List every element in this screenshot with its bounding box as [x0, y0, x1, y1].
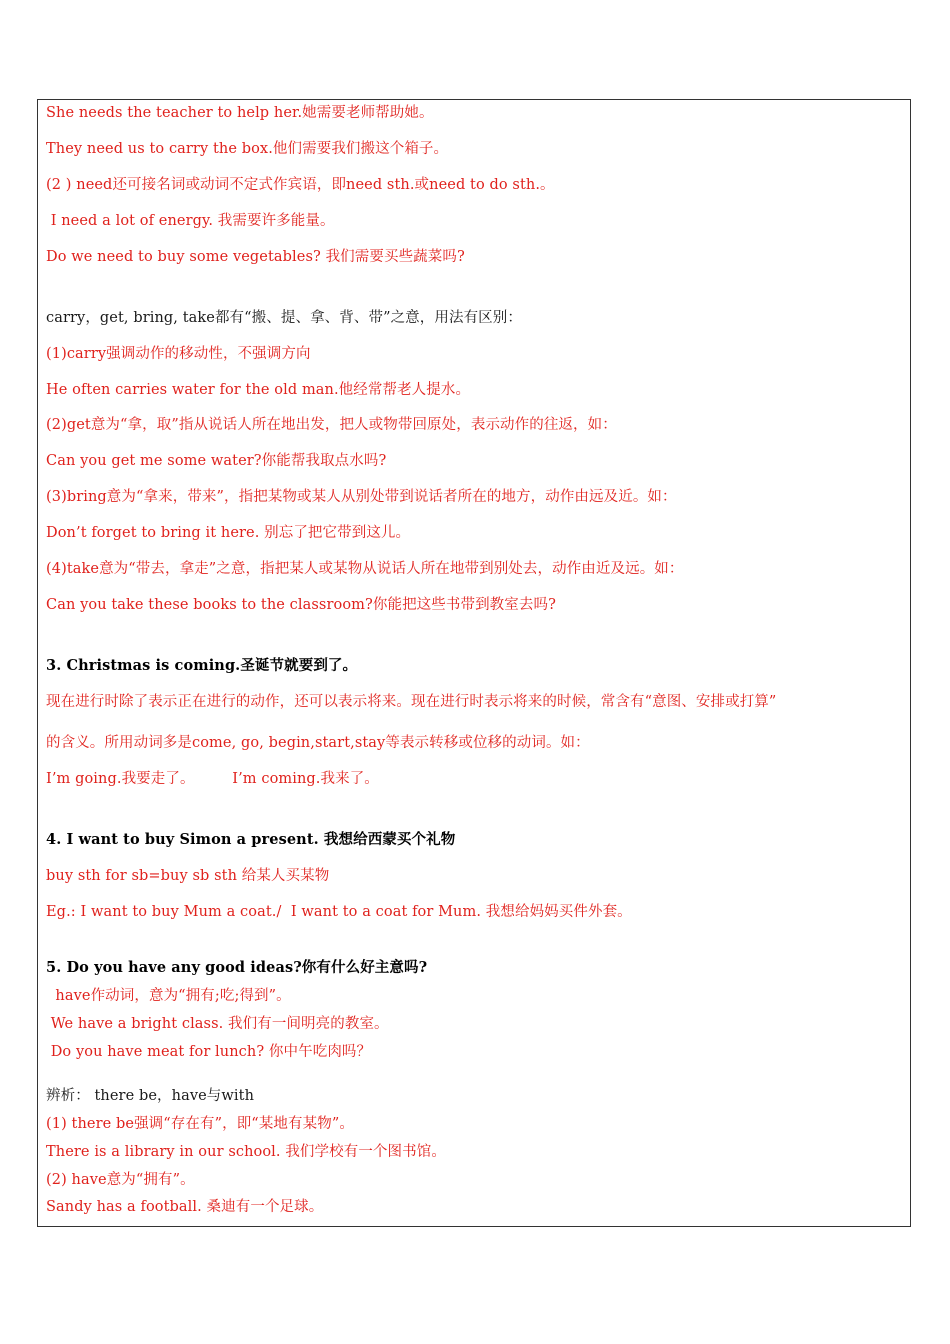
example-sentence: I’m going.我要走了。 I’m coming.我来了。	[46, 771, 379, 787]
usage-rule: (4)take意为“带去，拿走”之意，指把某人或某物从说话人所在地带到别处去，动作由近及远。如：	[46, 561, 684, 577]
usage-rule: buy sth for sb=buy sb sth 给某人买某物	[46, 868, 330, 884]
usage-rule: (1)carry强调动作的移动性，不强调方向	[46, 346, 311, 362]
comparison-heading: 辨析： there be，have与with	[46, 1088, 255, 1104]
example-sentence: He often carries water for the old man.他经常帮老人提水。	[46, 382, 471, 398]
grammar-note: (2 ) need还可接名词或动词不定式作宾语，即need sth.或need to do sth.。	[46, 177, 555, 193]
example-sentence: Don’t forget to bring it here. 别忘了把它带到这儿。	[46, 525, 411, 541]
example-sentence: She needs the teacher to help her.她需要老师帮助她。	[46, 105, 434, 121]
example-sentence: They need us to carry the box.他们需要我们搬这个箱子。	[46, 141, 449, 157]
section-heading-5: 5. Do you have any good ideas?你有什么好主意吗?	[46, 959, 428, 976]
example-sentence: Sandy has a football. 桑迪有一个足球。	[46, 1199, 324, 1215]
section-heading-3: 3. Christmas is coming.圣诞节就要到了。	[46, 657, 358, 674]
example-sentence: Do you have meat for lunch? 你中午吃肉吗？	[46, 1044, 372, 1060]
example-sentence: There is a library in our school. 我们学校有一个图书馆。	[46, 1144, 446, 1160]
section-intro-carry-get-bring-take: carry，get, bring, take都有“搬、提、拿、背、带”之意，用法有区别：	[46, 310, 522, 326]
example-sentence: Eg.: I want to buy Mum a coat./ I want to a coat for Mum. 我想给妈妈买件外套。	[46, 904, 632, 920]
example-sentence: I need a lot of energy. 我需要许多能量。	[46, 213, 335, 229]
example-sentence: We have a bright class. 我们有一间明亮的教室。	[46, 1016, 389, 1032]
example-sentence: Do we need to buy some vegetables? 我们需要买些蔬菜吗?	[46, 249, 465, 265]
usage-rule: (2) have意为“拥有”。	[46, 1172, 195, 1188]
usage-rule: (1) there be强调“存在有”，即“某地有某物”。	[46, 1116, 354, 1132]
grammar-note: 的含义。所用动词多是come, go, begin,start,stay等表示转移或位移的动词。如：	[46, 735, 590, 751]
usage-rule: (2)get意为“拿，取”指从说话人所在地出发，把人或物带回原处，表示动作的往返，如：	[46, 417, 617, 433]
usage-rule: (3)bring意为“拿来，带来”，指把某物或某人从别处带到说话者所在的地方，动作由远及近。如：	[46, 489, 677, 505]
grammar-note: 现在进行时除了表示正在进行的动作，还可以表示将来。现在进行时表示将来的时候，常含有“意图、安排或打算”	[46, 694, 777, 710]
usage-rule: have作动词，意为“拥有;吃;得到”。	[46, 988, 291, 1004]
section-heading-4: 4. I want to buy Simon a present. 我想给西蒙买个礼物	[46, 831, 456, 848]
example-sentence: Can you take these books to the classroom?你能把这些书带到教室去吗?	[46, 597, 556, 613]
example-sentence: Can you get me some water?你能帮我取点水吗?	[46, 453, 387, 469]
